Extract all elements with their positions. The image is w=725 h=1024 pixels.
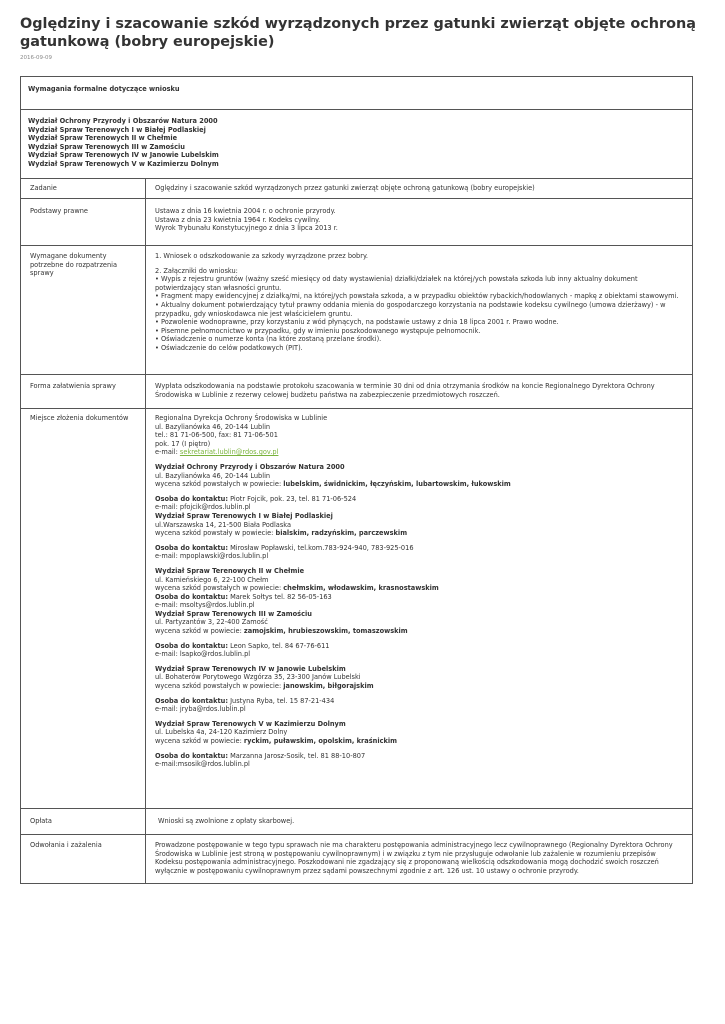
unit-address: ul. Bohaterów Porytowego Wzgórza 35, 23-300 Janów Lubelski (155, 673, 361, 682)
contact-person: Osoba do kontaktu: Marek Sołtys tel. 82 56-05-163 (155, 592, 332, 601)
row-label: Podstawy prawne (21, 199, 146, 246)
row-label: Wymagane dokumenty potrzebne do rozpatrzenia sprawy (21, 246, 146, 375)
contact-person: Osoba do kontaktu: Piotr Fojcik, pok. 23, tel. 81 71-06-524 (155, 494, 357, 503)
page-title: Oględziny i szacowanie szkód wyrządzonych przez gatunki zwierząt objęte ochroną gatunkową (bobry europejskie) (20, 16, 696, 50)
contact-email: e-mail: lsapko@rdos.lublin.pl (155, 650, 251, 659)
legal-basis-item: Wyrok Trybunału Konstytucyjnego z dnia 3 lipca 2013 r. (155, 224, 338, 233)
attachment-item: • Fragment mapy ewidencyjnej z działką/mi, na której/ych powstała szkoda, a w przypadku obiektów rybackich/hodowlanych - mapkę z obiektami stawowymi. (155, 292, 679, 301)
unit-name: Wydział Spraw Terenowych I w Białej Podlaskiej (155, 511, 333, 520)
attachment-item: • Wypis z rejestru gruntów (ważny sześć miesięcy od daty wystawienia) działki/działek na której/ych powstała szkoda lub inny aktualny dokument potwierdzający stan własności gruntu. (155, 275, 638, 292)
unit-scope: wycena szkód powstałych w powiecie: lubelskim, świdnickim, łęczyńskim, lubartowskim, łukowskim (155, 480, 511, 489)
unit-scope: wycena szkód w powiecie: zamojskim, hrubieszowskim, tomaszowskim (155, 627, 408, 636)
unit-item: Wydział Spraw Terenowych II w Chełmie (28, 134, 178, 143)
unit-name: Wydział Spraw Terenowych III w Zamościu (155, 609, 312, 618)
unit-name: Wydział Spraw Terenowych IV w Janowie Lubelskim (155, 664, 346, 673)
unit-item: Wydział Spraw Terenowych III w Zamościu (28, 142, 185, 151)
units-list (21, 110, 693, 179)
row-value (146, 246, 693, 375)
unit-name: Wydział Spraw Terenowych V w Kazimierzu Dolnym (155, 719, 346, 728)
unit-address: ul. Kamieńskiego 6, 22-100 Chełm (155, 575, 269, 584)
rdos-phone: tel.: 81 71-06-500, fax: 81 71-06-501 (155, 431, 278, 440)
row-value (146, 409, 693, 809)
table-row (21, 409, 693, 809)
contact-person: Osoba do kontaktu: Mirosław Popławski, tel.kom.783-924-940, 783-925-016 (155, 543, 414, 552)
row-value: Wypłata odszkodowania na podstawie protokołu szacowania w terminie 30 dni od dnia otrzymania środków na koncie Regionalnego Dyrektora Ochrony Środowiska w Lublinie z rezerwy celowej budżetu państwa na zabezpieczenie przedmiotowych roszczeń. (146, 375, 693, 409)
table-header-row (21, 77, 693, 110)
row-label: Miejsce złożenia dokumentów (21, 409, 146, 809)
attachment-item: • Pozwolenie wodnoprawne, przy korzystaniu z wód płynących, na podstawie ustawy z dnia 18 lipca 2001 r. Prawo wodne. (155, 318, 559, 327)
row-value: Wnioski są zwolnione z opłaty skarbowej. (146, 809, 693, 835)
contact-email: e-mail:msosik@rdos.lublin.pl (155, 760, 250, 769)
unit-item: Wydział Spraw Terenowych IV w Janowie Lubelskim (28, 151, 219, 160)
row-label: Zadanie (21, 179, 146, 199)
row-label: Opłata (21, 809, 146, 835)
row-label: Odwołania i zażalenia (21, 835, 146, 884)
unit-name: Wydział Ochrony Przyrody i Obszarów Natura 2000 (155, 462, 345, 471)
contact-person: Osoba do kontaktu: Marzanna Jarosz-Sosik, tel. 81 88-10-807 (155, 751, 366, 760)
contact-email: e-mail: jryba@rdos.lublin.pl (155, 705, 246, 714)
table-row (21, 835, 693, 884)
row-value: Oględziny i szacowanie szkód wyrządzonych przez gatunki zwierząt objęte ochroną gatunkową (bobry europejskie) (146, 179, 693, 199)
unit-address: ul. Lubelska 4a, 24-120 Kazimierz Dolny (155, 728, 288, 737)
attachment-item: • Pisemne pełnomocnictwo w przypadku, gdy w imieniu poszkodowanego występuje pełnomocnik. (155, 326, 481, 335)
contact-email: e-mail: msoltys@rdos.lublin.pl (155, 601, 255, 610)
unit-scope: wycena szkód powstały w powiecie: bialskim, radzyńskim, parczewskim (155, 529, 408, 538)
publication-date: 2016-09-09 (20, 55, 52, 61)
legal-basis-item: Ustawa z dnia 23 kwietnia 1964 r. Kodeks cywilny. (155, 215, 321, 224)
rdos-address: ul. Bazylianówka 46, 20-144 Lublin (155, 422, 271, 431)
contact-email: e-mail: pfojcik@rdos.lublin.pl (155, 503, 251, 512)
table-row (21, 809, 693, 835)
units-row (21, 110, 693, 179)
unit-name: Wydział Spraw Terenowych II w Chełmie (155, 566, 305, 575)
unit-item: Wydział Spraw Terenowych V w Kazimierzu Dolnym (28, 159, 219, 168)
table-row (21, 246, 693, 375)
attachment-item: • Aktualny dokument potwierdzający tytuł prawny oddania mienia do gospodarczego korzystania na podstawie kodeksu cywilnego (umowa dzierżawy) - w przypadku, gdy wnioskodawca nie jest właścicielem gruntu. (155, 300, 666, 318)
table-header: Wymagania formalne dotyczące wniosku (21, 77, 693, 110)
unit-item: Wydział Spraw Terenowych I w Białej Podlaskiej (28, 125, 206, 134)
unit-address: ul. Bazylianówka 46, 20-144 Lublin (155, 471, 271, 480)
unit-scope: wycena szkód powstałych w powiecie: chełmskim, włodawskim, krasnostawskim (155, 584, 439, 593)
contact-person: Osoba do kontaktu: Justyna Ryba, tel. 15 87-21-434 (155, 696, 335, 705)
rdos-name: Regionalna Dyrekcja Ochrony Środowiska w Lublinie (155, 414, 328, 422)
document-item: 2. Załączniki do wniosku: (155, 266, 238, 275)
table-row (21, 199, 693, 246)
requirements-table (20, 76, 693, 884)
table-row (21, 375, 693, 409)
row-value: Prowadzone postępowanie w tego typu sprawach nie ma charakteru postępowania administracyjnego lecz cywilnoprawnego (Regionalny Dyrektora Ochrony Środowiska w Lublinie jest stroną w postępowaniu cywilnoprawnym) i w związku z tym nie przysługuje odwołanie lub zażalenie w rozumieniu przepisów Kodeksu postępowania administracyjnego. Poszkodowani nie zgadzający się z proponowaną wielkością odszkodowania mogą dochodzić swoich roszczeń wyłącznie w postępowaniu cywilnoprawnym przez sądami powszechnymi zgodnie z art. 126 ust. 10 ustawy o ochronie przyrody. (146, 835, 693, 884)
row-label: Forma załatwienia sprawy (21, 375, 146, 409)
attachment-item: • Oświadczenie o numerze konta (na które zostaną przelane środki). (155, 335, 382, 344)
unit-item: Wydział Ochrony Przyrody i Obszarów Natura 2000 (28, 117, 218, 125)
legal-basis-item: Ustawa z dnia 16 kwietnia 2004 r. o ochronie przyrody. (155, 207, 336, 215)
row-value (146, 199, 693, 246)
unit-scope: wycena szkód w powiecie: ryckim, puławskim, opolskim, kraśnickim (155, 737, 398, 745)
email-link[interactable]: sekretariat.lublin@rdos.gov.pl (179, 448, 279, 457)
attachment-item: • Oświadczenie do celów podatkowych (PIT). (155, 343, 303, 352)
contact-email: e-mail: mpoplawski@rdos.lublin.pl (155, 552, 269, 561)
document-item: 1. Wniosek o odszkodowanie za szkody wyrządzone przez bobry. (155, 252, 368, 260)
rdos-room: pok. 17 (I piętro) (155, 439, 211, 448)
table-row (21, 179, 693, 199)
rdos-email: e-mail: sekretariat.lublin@rdos.gov.pl (155, 448, 279, 457)
unit-address: ul. Partyzantów 3, 22-400 Zamość (155, 618, 268, 627)
contact-person: Osoba do kontaktu: Leon Sapko, tel. 84 67-76-611 (155, 641, 330, 650)
unit-scope: wycena szkód powstałych w powiecie: janowskim, biłgorajskim (155, 682, 374, 691)
unit-address: ul.Warszawska 14, 21-500 Biała Podlaska (155, 520, 292, 529)
